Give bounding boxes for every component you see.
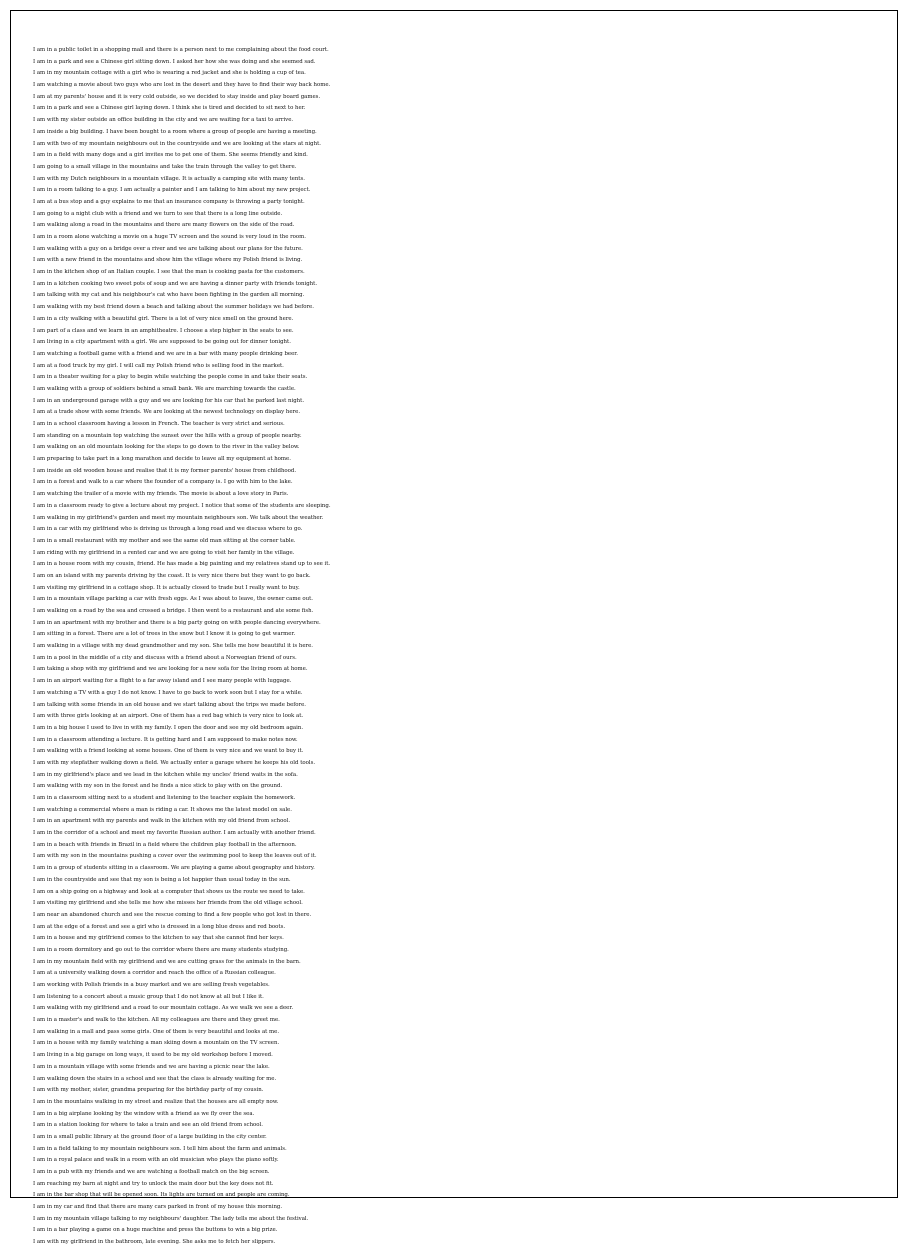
text-line: I am in a room talking to a guy. I am actually a painter and I am talking to him about my new project. [33, 187, 311, 194]
text-line: I am in my mountain field with my girlfriend and we are cutting grass for the animals in the barn. [33, 958, 301, 965]
text-line: I am in a field with many dogs and a girl invites me to pet one of them. She seems friendly and kind. [33, 152, 308, 159]
text-line: I am with my girlfriend in the bathroom, late evening. She asks me to fetch her slippers. [33, 1239, 276, 1246]
text-line: I am in the bar shop that will be opened soon. Its lights are turned on and people are coming. [33, 1192, 290, 1199]
text-line: I am in the countryside and see that my son is being a lot happier than usual today in the sun. [33, 876, 291, 883]
text-line: I am watching a commercial where a man is riding a car. It shows me the latest model on sale. [33, 806, 292, 813]
text-line: I am watching the trailer of a movie with my friends. The movie is about a love story in Paris. [33, 491, 289, 498]
document-page [10, 10, 898, 1246]
text-line: I am preparing to take part in a long marathon and decide to leave all my equipment at home. [33, 456, 291, 463]
text-line: I am in a station looking for where to take a train and see an old friend from school. [33, 1122, 263, 1129]
text-line: I am in a park and see a Chinese girl laying down. I think she is tired and decided to sit next to her. [33, 105, 306, 112]
text-line: I am in a royal palace and walk in a room with an old musician who plays the piano softly. [33, 1157, 279, 1164]
text-line: I am in a field talking to my mountain neighbours son. I tell him about the farm and animals. [33, 1145, 287, 1152]
text-line: I am in a classroom sitting next to a student and listening to the teacher explain the homework. [33, 795, 296, 801]
text-line: I am walking with my girlfriend and a road to our mountain cottage. As we walk we see a deer. [33, 1005, 294, 1012]
text-line: I am going to a night club with a friend and we turn to see that there is a long line outside. [33, 210, 283, 217]
text-line: I am in a forest and walk to a car where the founder of a company is. I go with him to the lake. [33, 479, 293, 486]
text-line: I am with three girls looking at an airport. One of them has a red bag which is very nice to look at. [33, 713, 304, 720]
text-line: I am watching a movie about two guys who are lost in the desert and they have to find their way back home. [33, 82, 331, 89]
text-line: I am living in a city apartment with a girl. We are supposed to be going out for dinner tonight. [33, 339, 291, 346]
text-line: I am walking in my girlfriend's garden and meet my mountain neighbours son. We talk about the weather. [33, 514, 324, 521]
text-line: I am in a house with my family watching a man skiing down a mountain on the TV screen. [33, 1040, 280, 1047]
text-line: I am standing on a mountain top watching the sunset over the hills with a group of people nearby. [33, 432, 302, 439]
text-line: I am at a bus stop and a guy explains to me that an insurance company is throwing a party tonight. [33, 198, 305, 205]
text-line: I am in my mountain village talking to my neighbours' daughter. The lady tells me about the festival. [33, 1215, 309, 1222]
text-line: I am in my car and find that there are many cars parked in front of my house this morning. [33, 1204, 283, 1211]
text-line: I am listening to a concert about a music group that I do not know at all but I like it. [33, 993, 264, 1000]
text-line: I am taking a shop with my girlfriend and we are looking for a new sofa for the living room at home. [33, 666, 308, 673]
text-line: I am in my mountain cottage with a girl who is wearing a red jacket and she is holding a cup of tea. [33, 70, 306, 77]
text-line: I am at a food truck by my girl. I will call my Polish friend who is selling food in the market. [33, 362, 284, 369]
text-line: I am near an abandoned church and see the rescue coming to find a few people who got lost in there. [33, 911, 312, 918]
text-line: I am in the mountains walking in my street and realize that the houses are all empty now. [33, 1098, 279, 1105]
text-line: I am walking with a guy on a bridge over a river and we are talking about our plans for the future. [33, 245, 303, 252]
text-line: I am in an apartment with my parents and walk in the kitchen with my old friend from school. [33, 818, 291, 825]
text-line: I am at a university walking down a corridor and reach the office of a Russian colleague. [33, 970, 276, 977]
text-line: I am walking with a friend looking at some houses. One of them is very nice and we want to buy it. [33, 748, 304, 755]
text-line: I am in a pool in the middle of a city and discuss with a friend about a Norwegian friend of ours. [33, 654, 297, 661]
text-line: I am walking with my son in the forest and he finds a nice stick to play with on the ground. [33, 783, 283, 790]
text-line: I am in a master's and walk to the kitchen. All my colleagues are there and they greet me. [33, 1017, 280, 1024]
text-line: I am talking with my cat and his neighbour's cat who have been fighting in the garden all morning. [33, 292, 305, 299]
text-line: I am riding with my girlfriend in a rented car and we are going to visit her family in the village. [33, 549, 295, 556]
text-line: I am in a city walking with a beautiful girl. There is a lot of very nice smell on the ground here. [33, 315, 294, 322]
text-line: I am walking with a group of soldiers behind a small bank. We are marching towards the castle. [33, 385, 296, 392]
text-line: I am inside an old wooden house and realise that it is my former parents' house from childhood. [33, 467, 297, 474]
text-line: I am with my mother, sister, grandma preparing for the birthday party of my cousin. [33, 1087, 264, 1094]
text-line: I am in a room dormitory and go out to the corridor where there are many students studying. [33, 946, 289, 953]
text-line: I am watching a football game with a friend and we are in a bar with many people drinking beer. [33, 350, 298, 357]
text-line: I am in a classroom ready to give a lecture about my project. I notice that some of the students are sleeping. [33, 502, 331, 509]
text-line: I am in a park and see a Chinese girl sitting down. I asked her how she was doing and she seemed sad. [33, 58, 316, 65]
text-line: I am going to a small village in the mountains and take the train through the valley to get there. [33, 163, 297, 170]
text-line: I am on a ship going on a highway and look at a computer that shows us the route we need to take. [33, 888, 305, 895]
text-line: I am talking with some friends in an old house and we start talking about the trips we made before. [33, 701, 306, 708]
text-line: I am at my parents' house and it is very cold outside, so we decided to stay inside and play board games. [33, 93, 321, 100]
text-line: I am in my girlfriend's place and we lead in the kitchen while my uncles' friend waits in the sofa. [33, 771, 298, 778]
text-line: I am walking on a road by the sea and crossed a bridge. I then went to a restaurant and ate some fish. [33, 608, 314, 614]
text-line: I am watching a TV with a guy I do not know. I have to go back to work soon but I stay for a while. [33, 689, 303, 696]
text-line: I am in a big house I used to live in with my family. I open the door and see my old bedroom again. [33, 724, 304, 731]
text-line: I am in a bar playing a game on a huge machine and press the buttons to win a big prize. [33, 1227, 278, 1234]
text-line: I am sitting in a forest. There are a lot of trees in the snow but I know it is going to get warmer. [33, 631, 296, 638]
text-block [33, 45, 885, 1249]
text-line: I am in the kitchen shop of an Italian couple. I see that the man is cooking pasta for the customers. [33, 269, 305, 276]
text-line: I am part of a class and we learn in an amphitheatre. I choose a step higher in the seats to see. [33, 327, 294, 334]
text-line: I am visiting my girlfriend in a cottage shop. It is actually closed to trade but I really want to buy. [33, 584, 300, 591]
text-line: I am at the edge of a forest and see a girl who is dressed in a long blue dress and red boots. [33, 923, 286, 930]
text-line: I am reaching my barn at night and try to unlock the main door but the key does not fit. [33, 1180, 274, 1187]
text-line: I am in an airport waiting for a flight to a far away island and I see many people with luggage. [33, 678, 292, 685]
text-line: I am walking in a village with my dead grandmother and my son. She tells me how beautiful it is here. [33, 643, 314, 650]
text-line: I am visiting my girlfriend and she tells me how she misses her friends from the old village school. [33, 900, 303, 907]
text-line: I am walking in a mall and pass some girls. One of them is very beautiful and looks at me. [33, 1028, 280, 1035]
text-line: I am in a mountain village with some friends and we are having a picnic near the lake. [33, 1063, 270, 1070]
text-line: I am in a theater waiting for a play to begin while watching the people come in and take their seats. [33, 374, 308, 381]
text-line: I am at a trade show with some friends. We are looking at the newest technology on display here. [33, 409, 301, 416]
text-line: I am with my Dutch neighbours in a mountain village. It is actually a camping site with many tents. [33, 175, 305, 182]
text-line: I am in a house and my girlfriend comes to the kitchen to say that she cannot find her keys. [33, 935, 284, 942]
text-line: I am with my sister outside an office building in the city and we are waiting for a taxi to arrive. [33, 117, 294, 124]
text-line: I am in a room alone watching a movie on a huge TV screen and the sound is very loud in the room. [33, 234, 306, 240]
text-line: I am in a car with my girlfriend who is driving us through a long road and we discuss where to go. [33, 526, 303, 533]
text-line: I am in a school classroom having a lesson in French. The teacher is very strict and serious. [33, 421, 285, 427]
text-line: I am in an underground garage with a guy and we are looking for his car that he parked last night. [33, 397, 305, 404]
text-line: I am walking down the stairs in a school and see that the class is already waiting for me. [33, 1075, 277, 1082]
text-line: I am with two of my mountain neighbours out in the countryside and we are looking at the stars at night. [33, 140, 321, 147]
text-line: I am in a public toilet in a shopping mall and there is a person next to me complaining about the food court. [33, 47, 329, 53]
text-line: I am in a classroom attending a lecture. It is getting hard and I am supposed to make notes now. [33, 736, 298, 743]
text-line: I am in a house room with my cousin, friend. He has made a big painting and my relatives stand up to see it. [33, 561, 331, 568]
text-line: I am with my stepfather walking down a field. We actually enter a garage where he keeps his old tools. [33, 759, 316, 766]
text-line: I am working with Polish friends in a busy market and we are selling fresh vegetables. [33, 982, 270, 988]
text-line: I am in a kitchen cooking two sweet pots of soup and we are having a dinner party with friends tonight. [33, 280, 318, 287]
text-line: I am in a mountain village parking a car with fresh eggs. As I was about to leave, the owner came out. [33, 596, 314, 603]
text-line: I am walking along a road in the mountains and there are many flowers on the side of the road. [33, 222, 295, 229]
text-line: I am in a pub with my friends and we are watching a football match on the big screen. [33, 1169, 270, 1175]
text-line: I am in a small public library at the ground floor of a large building in the city center. [33, 1133, 267, 1140]
text-line: I am walking on an old mountain looking for the steps to go down to the river in the valley below. [33, 444, 300, 451]
text-line: I am in a big airplane looking by the window with a friend as we fly over the sea. [33, 1110, 255, 1117]
text-line: I am with my son in the mountains pushing a cover over the swimming pool to keep the leaves out of it. [33, 853, 317, 860]
text-line: I am in a group of students sitting in a classroom. We are playing a game about geography and history. [33, 865, 315, 872]
text-line: I am with a new friend in the mountains and show him the village where my Polish friend is living. [33, 257, 303, 264]
text-line: I am walking with my best friend down a beach and talking about the summer holidays we had before. [33, 304, 314, 311]
text-line: I am living in a big garage on long ways, it used to be my old workshop before I moved. [33, 1052, 273, 1059]
text-line: I am in an apartment with my brother and there is a big party going on with people dancing everywhere. [33, 619, 321, 626]
text-line: I am in the corridor of a school and meet my favorite Russian author. I am actually with another friend. [33, 830, 316, 837]
text-line: I am on an island with my parents driving by the coast. It is very nice there but they want to go back. [33, 572, 311, 579]
text-line: I am in a beach with friends in Brazil in a field where the children play football in the afternoon. [33, 841, 297, 848]
text-line: I am in a small restaurant with my mother and see the same old man sitting at the corner table. [33, 537, 296, 544]
text-line: I am inside a big building. I have been bought to a room where a group of people are having a meeting. [33, 128, 317, 135]
